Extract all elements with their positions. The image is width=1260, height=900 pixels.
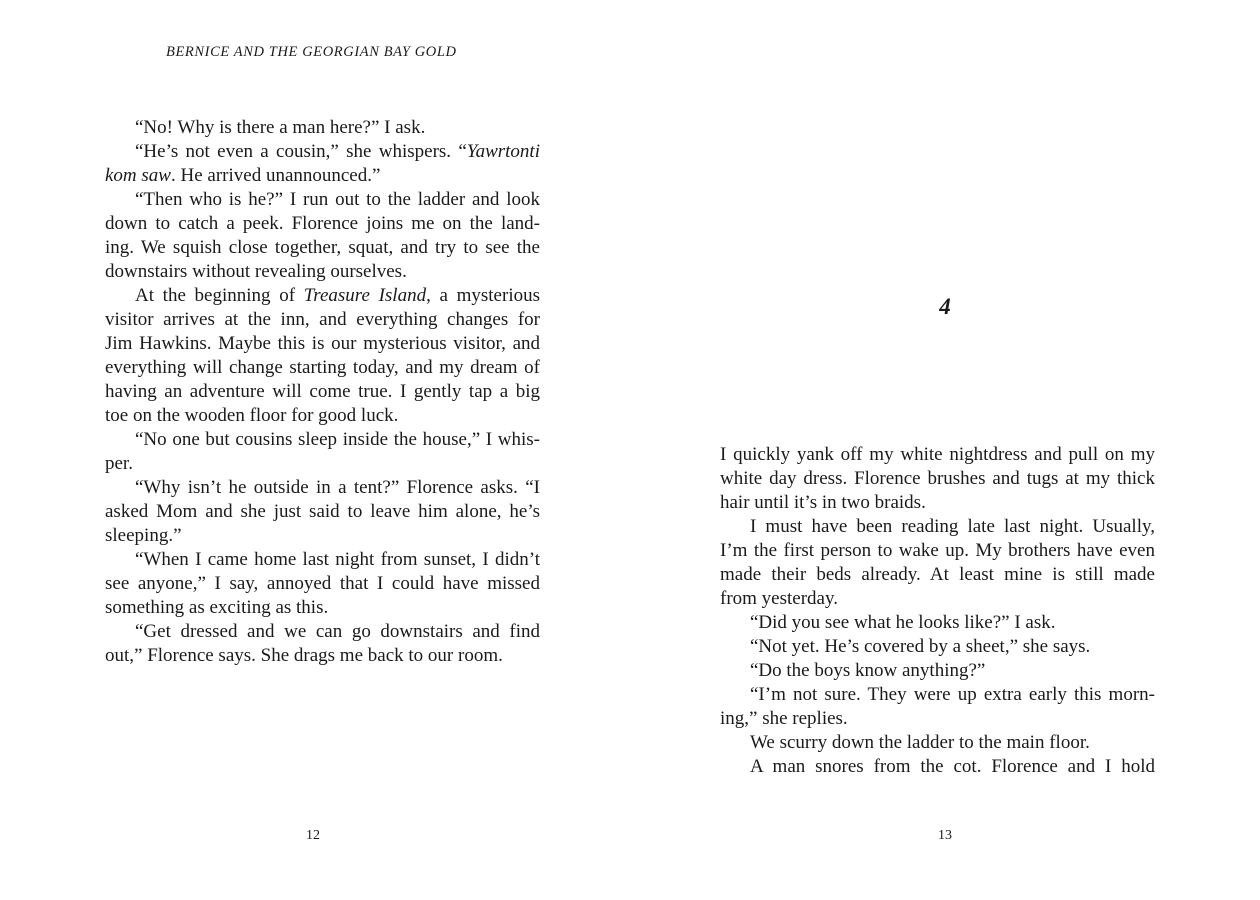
text-line — [105, 164, 540, 188]
text-run: “He’s not even a cousin,” she whispers. “ — [135, 141, 467, 162]
text-line: We scurry down the ladder to the main floor. — [750, 732, 1090, 753]
text-run: At the beginning of — [135, 285, 304, 306]
text-line: I must have been reading late last night. Usually, — [750, 516, 1155, 537]
text-line: I’m the first person to wake up. My brothers have even — [720, 540, 1155, 561]
text-line: A man snores from the cot. Florence and I hold — [750, 756, 1155, 777]
running-head: BERNICE AND THE GEORGIAN BAY GOLD — [166, 44, 457, 60]
text-line: “Do the boys know anything?” — [750, 660, 986, 681]
text-line: down to catch a peek. Florence joins me on the land- — [105, 213, 540, 234]
text-line: “Why isn’t he outside in a tent?” Florence asks. “I — [135, 477, 540, 498]
text-line: “When I came home last night from sunset, I didn’t — [135, 549, 540, 570]
page-number: 13 — [938, 828, 952, 843]
text-line: see anyone,” I say, annoyed that I could have missed — [105, 573, 540, 594]
text-line — [105, 284, 540, 308]
text-line: “Get dressed and we can go downstairs and find — [135, 621, 540, 642]
chapter-number: 4 — [939, 294, 951, 319]
left-page-text — [105, 116, 540, 668]
text-line: white day dress. Florence brushes and tugs at my thick — [720, 468, 1155, 489]
text-line: “No one but cousins sleep inside the house,” I whis- — [135, 429, 540, 450]
text-line: ing. We squish close together, squat, and try to see the — [105, 237, 540, 258]
italic-text: Yawrtonti — [466, 141, 540, 162]
text-line: downstairs without revealing ourselves. — [105, 261, 407, 282]
text-line: “Then who is he?” I run out to the ladder and look — [135, 189, 540, 210]
text-line: everything will change starting today, and my dream of — [105, 357, 540, 378]
italic-text: kom saw — [105, 165, 171, 186]
text-line: hair until it’s in two braids. — [720, 492, 926, 513]
text-line: something as exciting as this. — [105, 597, 329, 618]
book-title-italic: Treasure Island — [303, 285, 427, 306]
text-line: per. — [105, 453, 133, 474]
text-run: . He arrived unannounced.” — [170, 165, 381, 186]
text-line — [105, 140, 540, 164]
text-line: Jim Hawkins. Maybe this is our mysterious visitor, and — [105, 333, 540, 354]
text-line: made their beds already. At least mine is still made — [720, 564, 1155, 585]
text-line: “Did you see what he looks like?” I ask. — [750, 612, 1056, 633]
page-number: 12 — [306, 828, 320, 843]
text-line: sleeping.” — [105, 525, 182, 546]
text-line: from yesterday. — [720, 588, 838, 609]
text-line: having an adventure will come true. I gently tap a big — [105, 381, 540, 402]
right-page-text — [720, 443, 1155, 779]
text-run: , a mysterious — [426, 285, 540, 306]
text-line: out,” Florence says. She drags me back to our room. — [105, 645, 503, 666]
text-line: ing,” she replies. — [720, 708, 848, 729]
text-line: I quickly yank off my white nightdress and pull on my — [720, 444, 1155, 465]
text-line: asked Mom and she just said to leave him alone, he’s — [105, 501, 540, 522]
text-line: toe on the wooden floor for good luck. — [105, 405, 399, 426]
text-line: “No! Why is there a man here?” I ask. — [135, 117, 426, 138]
right-page — [630, 0, 1260, 900]
text-line: “I’m not sure. They were up extra early this morn- — [750, 684, 1155, 705]
text-line: visitor arrives at the inn, and everything changes for — [105, 309, 540, 330]
text-line: “Not yet. He’s covered by a sheet,” she says. — [750, 636, 1091, 657]
